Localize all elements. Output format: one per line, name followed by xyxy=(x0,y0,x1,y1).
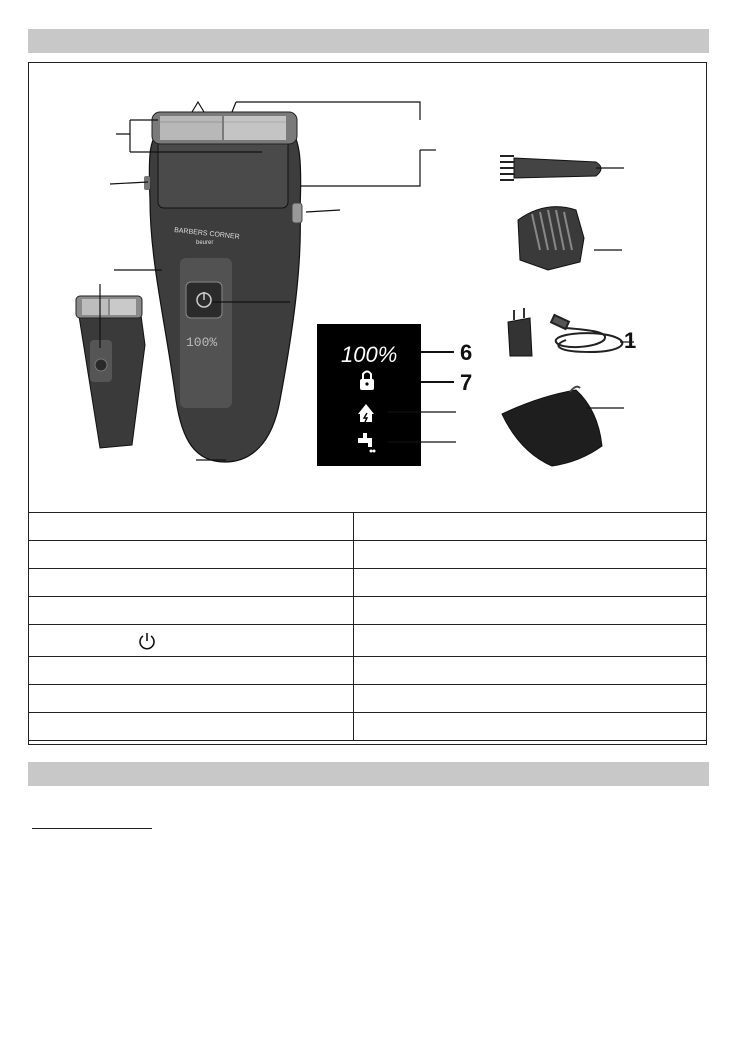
cleaning-brush-image xyxy=(500,156,624,180)
lcd-battery-readout: 100% xyxy=(341,342,398,367)
table-row xyxy=(29,685,707,713)
table-cell xyxy=(29,625,354,657)
table-cell xyxy=(354,569,707,597)
brand-text: BARBERS CORNER xyxy=(173,227,240,241)
parts-table xyxy=(28,512,707,741)
table-row xyxy=(29,541,707,569)
callout-label-display: 6 xyxy=(460,340,473,365)
brand-subtext: beurer xyxy=(196,240,214,246)
section-header-bar xyxy=(28,762,709,786)
main-shaver-image xyxy=(144,112,302,462)
comb-attachment-image xyxy=(518,207,622,270)
table-row xyxy=(29,513,707,541)
callout-label-lock: 7 xyxy=(460,370,473,395)
table-row xyxy=(29,713,707,741)
table-cell xyxy=(29,541,354,569)
table-cell xyxy=(354,657,707,685)
table-cell xyxy=(354,597,707,625)
table-row xyxy=(29,657,707,685)
product-illustration xyxy=(0,0,738,510)
table-row xyxy=(29,569,707,597)
callout-label-charger: 1 xyxy=(624,328,637,353)
power-icon xyxy=(137,631,157,651)
table-cell xyxy=(29,685,354,713)
foil-release-button xyxy=(144,176,150,190)
table-cell xyxy=(354,513,707,541)
table-row xyxy=(29,625,707,657)
usb-cable-image xyxy=(551,315,637,353)
small-shaver-image xyxy=(76,296,145,448)
table-cell xyxy=(354,713,707,741)
storage-pouch-image xyxy=(502,387,624,466)
table-cell xyxy=(29,657,354,685)
trimmer-slider xyxy=(292,203,302,223)
handle-battery-readout: 100% xyxy=(186,335,218,350)
power-adapter-image xyxy=(508,308,532,356)
table-cell xyxy=(29,597,354,625)
lcd-display-panel xyxy=(317,324,472,466)
table-cell xyxy=(354,625,707,657)
subsection-heading xyxy=(32,812,152,829)
table-cell xyxy=(29,569,354,597)
table-cell xyxy=(354,541,707,569)
table-cell xyxy=(354,685,707,713)
table-cell xyxy=(29,713,354,741)
table-row xyxy=(29,597,707,625)
table-cell xyxy=(29,513,354,541)
